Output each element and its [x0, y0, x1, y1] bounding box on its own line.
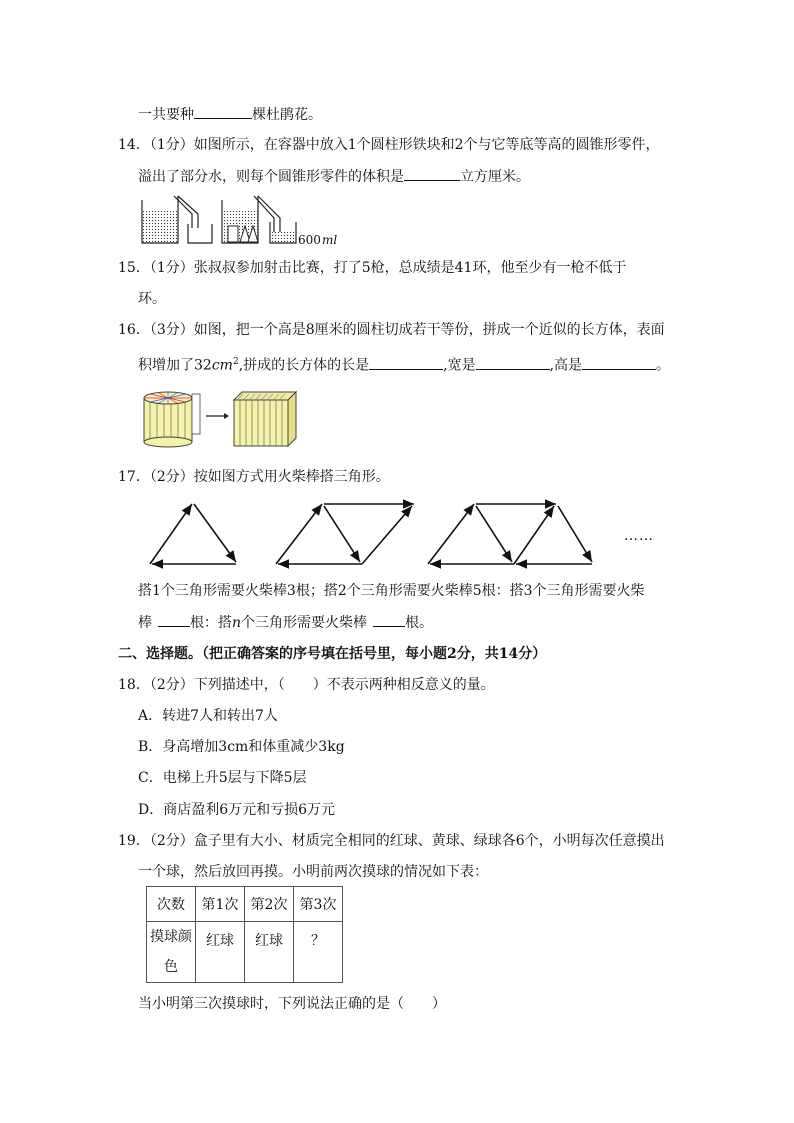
- q16-line1: [118, 320, 665, 340]
- table-header-cell: 次数: [147, 887, 196, 922]
- q18-option-b[interactable]: B．身高增加3cm和体重减少3kg: [138, 739, 345, 755]
- matchstick-one-triangle: [150, 504, 236, 564]
- table-cell: 红球: [245, 922, 294, 983]
- q16-text-2a: 积增加了: [138, 357, 194, 374]
- q14-volume-unit: ml: [322, 233, 338, 247]
- table-cell: 红球: [196, 922, 245, 983]
- q16-text-2c: ,宽是: [443, 357, 476, 374]
- matchstick-three-triangles: [428, 504, 592, 564]
- q14-text: 如图所示，在容器中放入1个圆柱形铁块和2个与它等底等高的圆锥形零件，: [193, 137, 660, 153]
- q16-line2: [138, 352, 670, 376]
- q19-after: 当小明第三次摸球时，下列说法正确的是（ ）: [138, 996, 446, 1012]
- q17-text-3a: 棒: [138, 615, 152, 631]
- q17-blank-three[interactable]: [158, 612, 190, 627]
- q17-text-3c: 个三角形需要火柴棒: [241, 615, 368, 631]
- q17-line2: [138, 581, 645, 601]
- table-header-cell: 第3次: [294, 887, 343, 922]
- q15-line1: [118, 258, 626, 278]
- q14-answer-blank[interactable]: [404, 166, 460, 181]
- table-row-label-1: 摸球颜: [150, 929, 192, 945]
- table-row: [147, 922, 343, 983]
- q16-width-blank[interactable]: [476, 355, 550, 370]
- q19-text: 盒子里有大小、材质完全相同的红球、黄球、绿球各6个，小明每次任意摸出: [193, 833, 665, 849]
- q17-number: 17．（2分）: [118, 469, 194, 485]
- q17-ellipsis: ……: [624, 528, 654, 544]
- q16-area-unit: cm: [211, 357, 233, 374]
- q16-height-blank[interactable]: [582, 355, 656, 370]
- q14-line2: [138, 166, 530, 187]
- q16-length-blank[interactable]: [369, 355, 443, 370]
- q17-line1: [118, 467, 390, 487]
- q19-number: 19．（2分）: [118, 833, 194, 849]
- q18-text: 下列描述中，（ ）不表示两种相反意义的量。: [193, 677, 495, 693]
- table-row-label: [147, 922, 196, 983]
- q15-text-2: 环。: [138, 291, 166, 307]
- q15-number: 15．（1分）: [118, 260, 194, 276]
- q18-stem: [118, 675, 495, 695]
- q16-number: 16．（3分）: [118, 322, 194, 338]
- q19-table: [146, 886, 343, 983]
- container-before: [142, 196, 212, 243]
- section-2-title: 二、选择题。（把正确答案的序号填在括号里，每小题2分，共14分）: [118, 646, 547, 662]
- q14-volume-number: 600: [298, 233, 321, 247]
- q16-area-value: 32: [194, 357, 212, 374]
- table-row-label-2: 色: [164, 959, 178, 975]
- q16-text-2d: ,高是: [549, 357, 583, 374]
- q17-text: 按如图方式用火柴棒搭三角形。: [193, 469, 390, 485]
- container-after: [222, 196, 296, 243]
- q15-line2: [138, 289, 166, 309]
- q18-option-a[interactable]: A．转进7人和转出7人: [138, 708, 278, 724]
- q18-option-d[interactable]: D．商店盈利6万元和亏损6万元: [138, 802, 336, 818]
- q17-blank-n[interactable]: [373, 612, 405, 627]
- q16-text: 如图，把一个高是8厘米的圆柱切成若干等份，拼成一个近似的长方体，表面: [193, 322, 665, 338]
- q19-text-2: 一个球，然后放回再摸。小明前两次摸球的情况如下表：: [138, 864, 488, 880]
- q16-text-2e: 。: [656, 357, 671, 374]
- q19-line2: [138, 862, 488, 882]
- q14-line1: [118, 135, 660, 155]
- q17-figure: [140, 496, 600, 568]
- table-row: [147, 887, 343, 922]
- q15-text: 张叔叔参加射击比赛，打了5枪，总成绩是41环，他至少有一枪不低于: [193, 260, 627, 276]
- arrow-icon: [206, 413, 229, 419]
- q13-text-before: 一共要种: [138, 107, 194, 123]
- cylinder-sliced: [144, 392, 200, 447]
- cuboid-assembled: [234, 392, 296, 446]
- q14-text-2a: 溢出了部分水，则每个圆锥形零件的体积是: [138, 169, 404, 185]
- table-header-cell: 第1次: [196, 887, 245, 922]
- q17-text-2: 搭1个三角形需要火柴棒3根；搭2个三角形需要火柴棒5根：搭3个三角形需要火柴: [138, 583, 645, 599]
- q13-answer-blank[interactable]: [194, 104, 252, 119]
- q14-figure: [136, 192, 356, 248]
- q13-text-after: 棵杜鹃花。: [252, 107, 322, 123]
- q18-option-c[interactable]: C．电梯上升5层与下降5层: [138, 770, 307, 786]
- q16-text-2b: ,拼成的长方体的长是: [238, 357, 370, 374]
- q19-line1: [118, 831, 665, 851]
- q18-number: 18．（2分）: [118, 677, 194, 693]
- q13-tail-line: [138, 104, 322, 125]
- q16-area-exp: 2: [232, 357, 239, 367]
- table-cell: ？: [294, 922, 343, 983]
- q14-number: 14．（1分）: [118, 137, 194, 153]
- q17-text-3b: 根：搭: [190, 615, 232, 631]
- q17-text-3d: 根。: [405, 615, 434, 631]
- matchstick-two-triangles: [276, 504, 414, 564]
- q17-line3: [138, 612, 433, 633]
- q16-figure: [140, 386, 300, 448]
- q17-variable-n: n: [232, 615, 242, 631]
- q14-text-2b: 立方厘米。: [460, 169, 530, 185]
- table-header-cell: 第2次: [245, 887, 294, 922]
